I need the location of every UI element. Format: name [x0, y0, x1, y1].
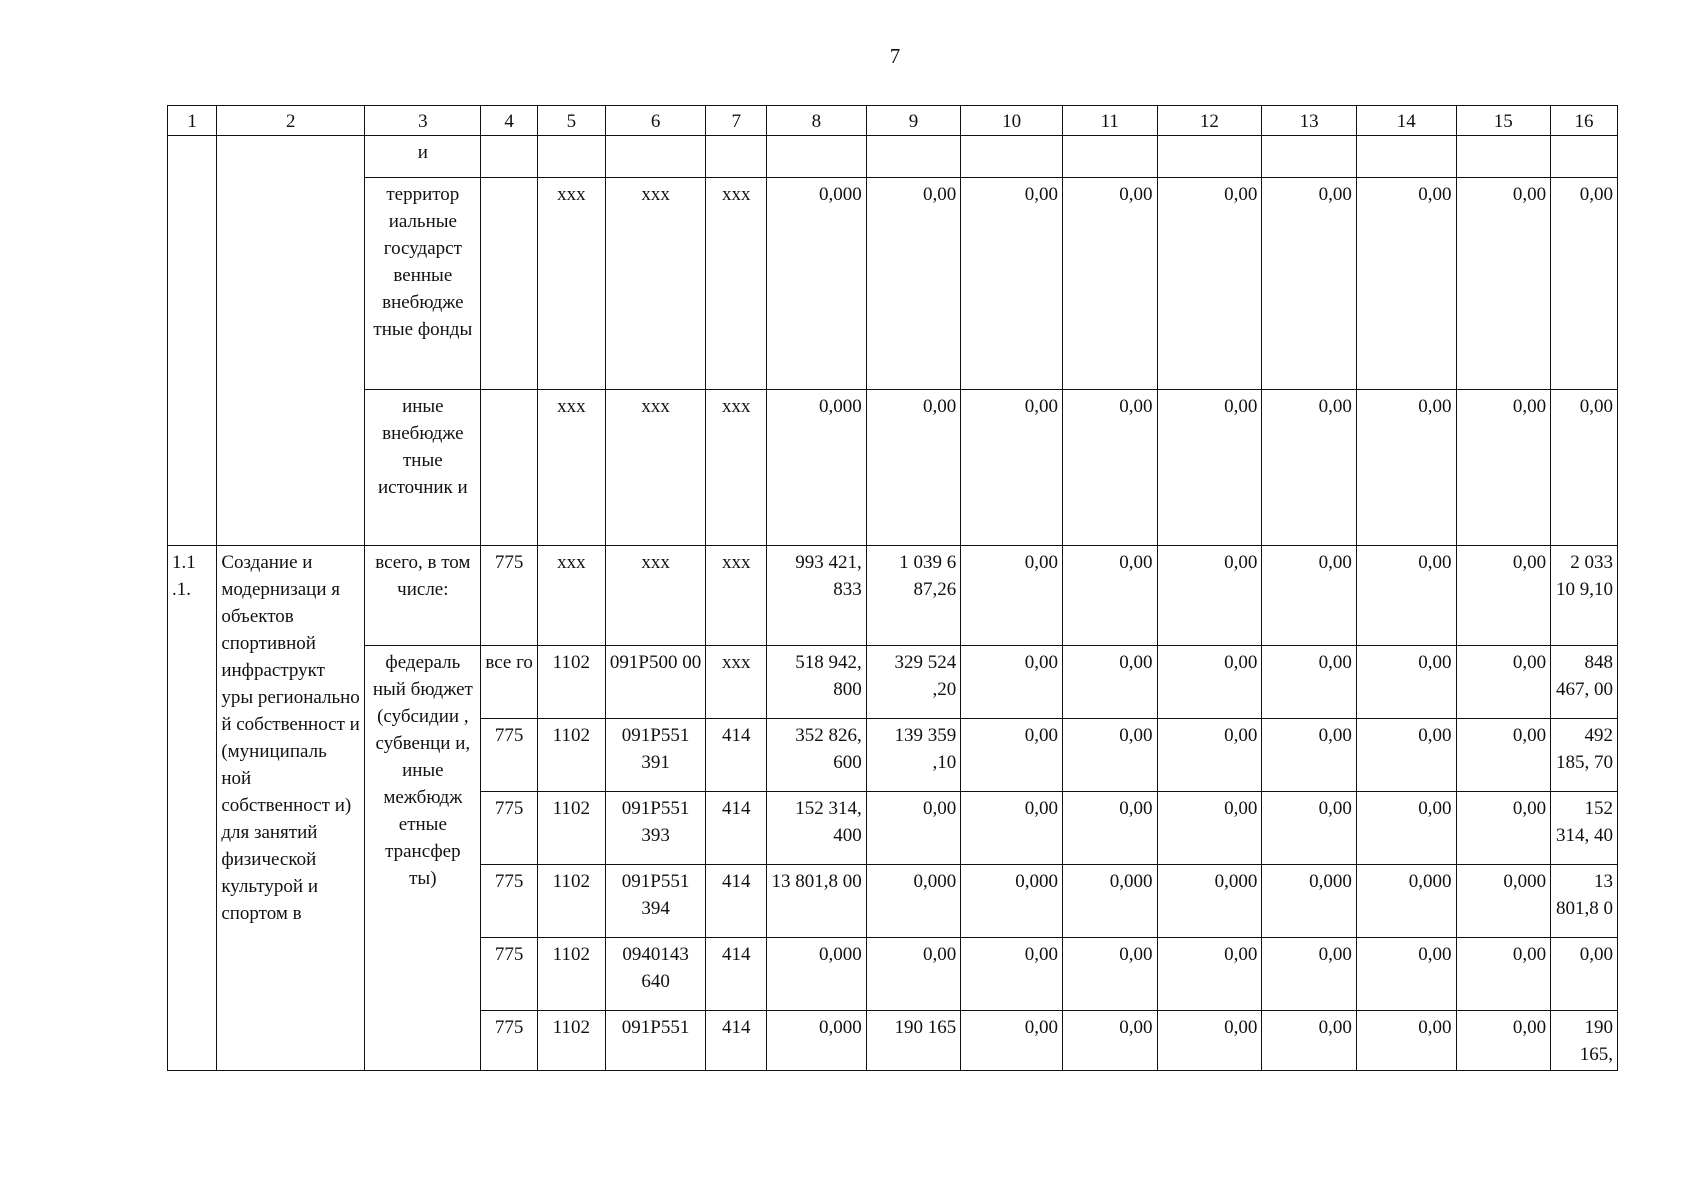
code-cell: 091Р551 393 [605, 792, 706, 865]
code-cell: 091Р551 394 [605, 865, 706, 938]
header-cell-7: 7 [706, 106, 767, 136]
empty-cell [481, 178, 538, 390]
code-cell: ххх [605, 178, 706, 390]
value-cell: 0,00 [961, 390, 1063, 546]
value-cell: 848 467, 00 [1551, 646, 1618, 719]
code-cell: ххх [706, 178, 767, 390]
value-cell: 0,00 [1356, 178, 1456, 390]
header-cell-10: 10 [961, 106, 1063, 136]
value-cell: 0,00 [1456, 938, 1551, 1011]
value-cell: 13 801,8 00 [767, 865, 867, 938]
value-cell: 0,00 [1456, 546, 1551, 646]
value-cell: 0,00 [1062, 938, 1157, 1011]
value-cell: 0,00 [1356, 546, 1456, 646]
value-cell: 518 942, 800 [767, 646, 867, 719]
code-cell: 414 [706, 1011, 767, 1071]
value-cell: 0,00 [1456, 178, 1551, 390]
code-cell: 775 [481, 792, 538, 865]
value-cell: 0,000 [1356, 865, 1456, 938]
code-cell: 1102 [537, 646, 605, 719]
value-cell: 190 165, [1551, 1011, 1618, 1071]
value-cell: 0,00 [1262, 1011, 1357, 1071]
value-cell: 0,00 [866, 178, 961, 390]
value-cell: 0,00 [1262, 938, 1357, 1011]
empty-cell [866, 136, 961, 178]
value-cell: 0,000 [767, 938, 867, 1011]
header-cell-16: 16 [1551, 106, 1618, 136]
code-cell: ххх [706, 646, 767, 719]
empty-cell [537, 136, 605, 178]
source-cell: всего, в том числе: [365, 546, 481, 646]
header-cell-15: 15 [1456, 106, 1551, 136]
value-cell: 152 314, 400 [767, 792, 867, 865]
code-cell: 1102 [537, 938, 605, 1011]
value-cell: 0,00 [1356, 792, 1456, 865]
value-cell: 0,00 [1262, 546, 1357, 646]
header-cell-13: 13 [1262, 106, 1357, 136]
value-cell: 0,00 [866, 938, 961, 1011]
value-cell: 0,00 [1262, 719, 1357, 792]
value-cell: 0,00 [1262, 792, 1357, 865]
value-cell: 0,00 [1062, 1011, 1157, 1071]
code-cell: 775 [481, 865, 538, 938]
source-cell: иные внебюдже тные источник и [365, 390, 481, 546]
code-cell: ххх [537, 546, 605, 646]
table-row-other-sources [168, 390, 1618, 546]
value-cell: 152 314, 40 [1551, 792, 1618, 865]
value-cell: 0,00 [1157, 546, 1262, 646]
header-cell-3: 3 [365, 106, 481, 136]
value-cell: 0,000 [767, 1011, 867, 1071]
header-cell-11: 11 [1062, 106, 1157, 136]
empty-cell [706, 136, 767, 178]
row-number-cell: 1.1 .1. [168, 546, 217, 1071]
value-cell: 0,00 [1356, 1011, 1456, 1071]
empty-cell [481, 390, 538, 546]
table-row-continuation [168, 136, 1618, 178]
header-cell-1: 1 [168, 106, 217, 136]
table-row-total [168, 546, 1618, 646]
merged-cell-blank [168, 136, 217, 546]
code-cell: 0940143 640 [605, 938, 706, 1011]
value-cell: 0,00 [1157, 178, 1262, 390]
value-cell: 0,00 [1062, 546, 1157, 646]
empty-cell [605, 136, 706, 178]
value-cell: 0,00 [1456, 719, 1551, 792]
value-cell: 190 165 [866, 1011, 961, 1071]
value-cell: 0,00 [1456, 792, 1551, 865]
value-cell: 0,000 [961, 865, 1063, 938]
code-cell: 775 [481, 719, 538, 792]
value-cell: 0,00 [1062, 178, 1157, 390]
code-cell: 1102 [537, 865, 605, 938]
value-cell: 0,000 [1062, 865, 1157, 938]
value-cell: 0,00 [1062, 646, 1157, 719]
value-cell: 0,000 [767, 390, 867, 546]
code-cell: 091Р551 391 [605, 719, 706, 792]
code-cell: 414 [706, 865, 767, 938]
value-cell: 0,00 [1157, 390, 1262, 546]
value-cell: 0,000 [1262, 865, 1357, 938]
empty-cell [1456, 136, 1551, 178]
empty-cell [1157, 136, 1262, 178]
empty-cell [767, 136, 867, 178]
value-cell: 0,00 [961, 178, 1063, 390]
value-cell: 0,00 [961, 938, 1063, 1011]
measure-name-cell: Создание и модернизаци я объектов спортивной инфраструкт уры регионально й собственност и (муниципаль ной собственност и) для занятий физической культурой и спортом в [217, 546, 365, 1071]
code-cell: 414 [706, 792, 767, 865]
code-cell: 1102 [537, 792, 605, 865]
code-cell: 091Р500 00 [605, 646, 706, 719]
empty-cell [1262, 136, 1357, 178]
empty-cell [1062, 136, 1157, 178]
value-cell: 352 826, 600 [767, 719, 867, 792]
value-cell: 0,00 [1356, 938, 1456, 1011]
value-cell: 0,00 [1356, 719, 1456, 792]
source-cell: и [365, 136, 481, 178]
empty-cell [481, 136, 538, 178]
value-cell: 0,000 [1157, 865, 1262, 938]
empty-cell [961, 136, 1063, 178]
code-cell: ххх [706, 546, 767, 646]
value-cell: 1 039 6 87,26 [866, 546, 961, 646]
value-cell: 2 033 10 9,10 [1551, 546, 1618, 646]
header-cell-8: 8 [767, 106, 867, 136]
code-cell: ххх [706, 390, 767, 546]
header-cell-9: 9 [866, 106, 961, 136]
value-cell: 0,00 [1157, 938, 1262, 1011]
source-cell: федераль ный бюджет (субсидии , субвенци и, иные межбюдж етные трансфер ты) [365, 646, 481, 1071]
value-cell: 0,00 [961, 546, 1063, 646]
value-cell: 0,000 [866, 865, 961, 938]
value-cell: 0,00 [866, 792, 961, 865]
value-cell: 13 801,8 0 [1551, 865, 1618, 938]
code-cell: ххх [605, 546, 706, 646]
value-cell: 0,00 [1262, 390, 1357, 546]
value-cell: 0,00 [1456, 390, 1551, 546]
value-cell: 0,00 [1157, 719, 1262, 792]
value-cell: 0,00 [1157, 792, 1262, 865]
source-cell: территор иальные государст венные внебюдже тные фонды [365, 178, 481, 390]
value-cell: 0,00 [1356, 646, 1456, 719]
value-cell: 0,00 [1551, 390, 1618, 546]
value-cell: 0,00 [961, 792, 1063, 865]
merged-cell-blank [217, 136, 365, 546]
empty-cell [1551, 136, 1618, 178]
value-cell: 329 524 ,20 [866, 646, 961, 719]
header-cell-14: 14 [1356, 106, 1456, 136]
header-cell-6: 6 [605, 106, 706, 136]
value-cell: 0,00 [1551, 178, 1618, 390]
empty-cell [1356, 136, 1456, 178]
value-cell: 0,000 [1456, 865, 1551, 938]
value-cell: 0,00 [866, 390, 961, 546]
header-cell-2: 2 [217, 106, 365, 136]
code-cell: 414 [706, 938, 767, 1011]
code-cell: 414 [706, 719, 767, 792]
page-number: 7 [889, 44, 901, 68]
header-cell-5: 5 [537, 106, 605, 136]
code-cell: 775 [481, 1011, 538, 1071]
code-cell: ххх [537, 178, 605, 390]
value-cell: 0,00 [1157, 646, 1262, 719]
header-row [168, 106, 1618, 136]
table-row-territorial-funds [168, 178, 1618, 390]
value-cell: 0,00 [961, 719, 1063, 792]
header-cell-12: 12 [1157, 106, 1262, 136]
table-row-federal [168, 646, 1618, 719]
code-cell: 775 [481, 938, 538, 1011]
value-cell: 0,00 [1262, 178, 1357, 390]
value-cell: 0,00 [1157, 1011, 1262, 1071]
code-cell: все го [481, 646, 538, 719]
value-cell: 0,00 [1356, 390, 1456, 546]
value-cell: 0,00 [1062, 719, 1157, 792]
value-cell: 0,00 [1456, 646, 1551, 719]
header-cell-4: 4 [481, 106, 538, 136]
value-cell: 139 359 ,10 [866, 719, 961, 792]
value-cell: 0,00 [1062, 792, 1157, 865]
code-cell: 091Р551 [605, 1011, 706, 1071]
budget-table [167, 105, 1618, 1071]
value-cell: 0,00 [1456, 1011, 1551, 1071]
code-cell: 1102 [537, 719, 605, 792]
value-cell: 0,000 [767, 178, 867, 390]
code-cell: 775 [481, 546, 538, 646]
value-cell: 0,00 [961, 646, 1063, 719]
code-cell: ххх [605, 390, 706, 546]
value-cell: 492 185, 70 [1551, 719, 1618, 792]
code-cell: ххх [537, 390, 605, 546]
value-cell: 0,00 [1551, 938, 1618, 1011]
value-cell: 993 421, 833 [767, 546, 867, 646]
value-cell: 0,00 [961, 1011, 1063, 1071]
value-cell: 0,00 [1262, 646, 1357, 719]
value-cell: 0,00 [1062, 390, 1157, 546]
code-cell: 1102 [537, 1011, 605, 1071]
